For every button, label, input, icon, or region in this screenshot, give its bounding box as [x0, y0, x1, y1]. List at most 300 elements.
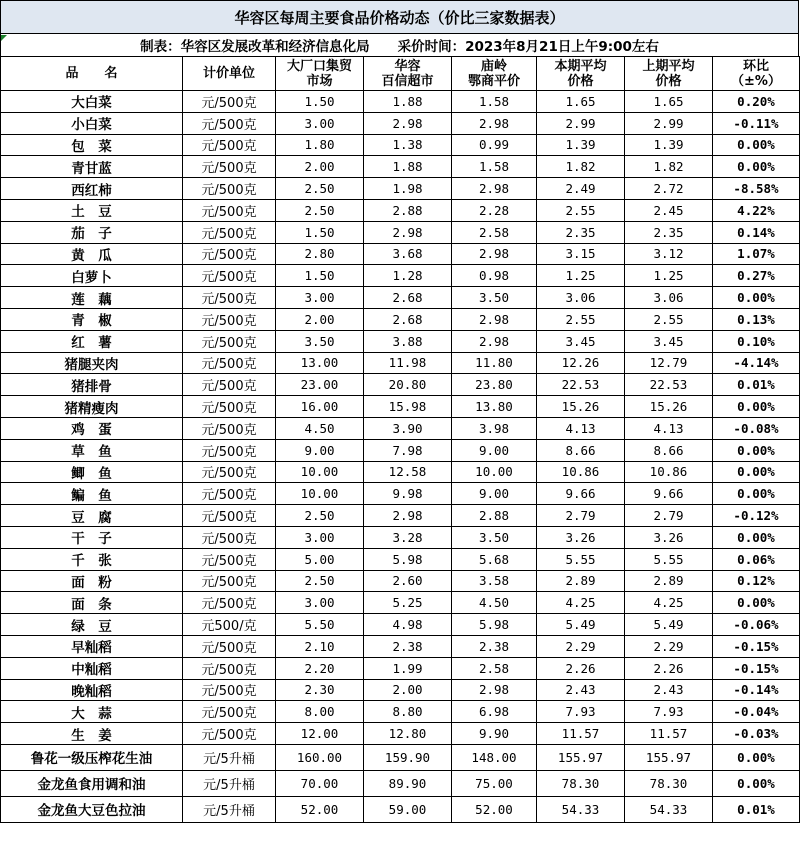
price-market-2: 2.98	[364, 505, 452, 527]
price-market-2: 5.25	[364, 592, 452, 614]
price-previous-avg: 15.26	[625, 396, 713, 418]
table-row	[1, 796, 800, 822]
col-header-market-3: 庙岭 鄂商平价	[452, 57, 537, 91]
price-market-3: 10.00	[452, 461, 537, 483]
price-market-3: 3.58	[452, 570, 537, 592]
ratio-change: 0.00%	[713, 483, 800, 505]
table-subtitle	[0, 34, 799, 56]
table-row	[1, 330, 800, 352]
ratio-change: -0.08%	[713, 417, 800, 439]
price-market-3: 2.98	[452, 679, 537, 701]
price-market-1: 2.50	[276, 178, 364, 200]
price-market-1: 8.00	[276, 701, 364, 723]
item-name: 鲫 鱼	[1, 461, 183, 483]
price-previous-avg: 7.93	[625, 701, 713, 723]
price-unit: 元/500克	[183, 156, 276, 178]
item-name: 面 粉	[1, 570, 183, 592]
item-name: 早籼稻	[1, 635, 183, 657]
item-name: 大白菜	[1, 91, 183, 113]
price-market-1: 2.10	[276, 635, 364, 657]
price-market-3: 9.00	[452, 439, 537, 461]
table-row	[1, 417, 800, 439]
table-row	[1, 592, 800, 614]
price-current-avg: 2.35	[537, 221, 625, 243]
price-market-1: 2.30	[276, 679, 364, 701]
price-unit: 元/500克	[183, 526, 276, 548]
price-market-1: 1.80	[276, 134, 364, 156]
ratio-change: -0.14%	[713, 679, 800, 701]
table-row	[1, 243, 800, 265]
price-market-3: 9.90	[452, 723, 537, 745]
price-unit: 元/500克	[183, 723, 276, 745]
price-current-avg: 3.26	[537, 526, 625, 548]
price-market-1: 5.00	[276, 548, 364, 570]
item-name: 猪排骨	[1, 374, 183, 396]
price-market-2: 12.58	[364, 461, 452, 483]
price-market-3: 2.98	[452, 243, 537, 265]
price-previous-avg: 22.53	[625, 374, 713, 396]
price-current-avg: 155.97	[537, 744, 625, 770]
price-unit: 元/500克	[183, 505, 276, 527]
price-previous-avg: 9.66	[625, 483, 713, 505]
price-unit: 元/500克	[183, 352, 276, 374]
item-name: 绿 豆	[1, 614, 183, 636]
price-market-1: 2.50	[276, 199, 364, 221]
item-name: 青甘蓝	[1, 156, 183, 178]
price-previous-avg: 2.26	[625, 657, 713, 679]
price-current-avg: 1.25	[537, 265, 625, 287]
price-market-1: 13.00	[276, 352, 364, 374]
price-previous-avg: 54.33	[625, 796, 713, 822]
price-market-2: 2.98	[364, 221, 452, 243]
price-unit: 元/500克	[183, 243, 276, 265]
price-current-avg: 2.79	[537, 505, 625, 527]
price-market-2: 1.99	[364, 657, 452, 679]
price-unit: 元/500克	[183, 112, 276, 134]
price-market-2: 12.80	[364, 723, 452, 745]
price-previous-avg: 4.25	[625, 592, 713, 614]
price-current-avg: 7.93	[537, 701, 625, 723]
price-market-3: 75.00	[452, 770, 537, 796]
price-market-1: 2.50	[276, 505, 364, 527]
item-name: 西红柿	[1, 178, 183, 200]
price-market-1: 10.00	[276, 483, 364, 505]
price-current-avg: 2.55	[537, 308, 625, 330]
price-current-avg: 2.89	[537, 570, 625, 592]
item-name: 猪腿夹肉	[1, 352, 183, 374]
price-market-1: 3.00	[276, 526, 364, 548]
price-market-1: 5.50	[276, 614, 364, 636]
price-unit: 元/500克	[183, 91, 276, 113]
price-market-2: 89.90	[364, 770, 452, 796]
item-name: 小白菜	[1, 112, 183, 134]
price-current-avg: 4.25	[537, 592, 625, 614]
price-table	[0, 56, 800, 823]
price-market-2: 15.98	[364, 396, 452, 418]
price-previous-avg: 2.89	[625, 570, 713, 592]
price-previous-avg: 155.97	[625, 744, 713, 770]
table-row	[1, 483, 800, 505]
col-header-current-avg: 本期平均 价格	[537, 57, 625, 91]
item-name: 大 蒜	[1, 701, 183, 723]
price-current-avg: 9.66	[537, 483, 625, 505]
price-market-2: 59.00	[364, 796, 452, 822]
ratio-change: 0.06%	[713, 548, 800, 570]
price-market-3: 5.98	[452, 614, 537, 636]
price-previous-avg: 78.30	[625, 770, 713, 796]
price-market-2: 5.98	[364, 548, 452, 570]
cell-comment-marker	[1, 35, 7, 41]
price-previous-avg: 1.39	[625, 134, 713, 156]
price-market-1: 2.00	[276, 308, 364, 330]
price-current-avg: 2.43	[537, 679, 625, 701]
table-row	[1, 635, 800, 657]
price-market-3: 0.98	[452, 265, 537, 287]
price-current-avg: 11.57	[537, 723, 625, 745]
table-row	[1, 548, 800, 570]
item-name: 生 姜	[1, 723, 183, 745]
ratio-change: 0.00%	[713, 134, 800, 156]
price-unit: 元/500克	[183, 287, 276, 309]
ratio-change: 0.20%	[713, 91, 800, 113]
ratio-change: 4.22%	[713, 199, 800, 221]
price-market-1: 2.80	[276, 243, 364, 265]
price-current-avg: 2.26	[537, 657, 625, 679]
price-market-1: 1.50	[276, 91, 364, 113]
item-name: 草 鱼	[1, 439, 183, 461]
table-row	[1, 439, 800, 461]
price-unit: 元/500克	[183, 265, 276, 287]
price-current-avg: 54.33	[537, 796, 625, 822]
ratio-change: 0.10%	[713, 330, 800, 352]
price-market-3: 148.00	[452, 744, 537, 770]
table-row	[1, 91, 800, 113]
price-market-2: 1.88	[364, 156, 452, 178]
ratio-change: -0.15%	[713, 657, 800, 679]
ratio-change: -0.04%	[713, 701, 800, 723]
col-header-name: 品 名	[1, 57, 183, 91]
price-previous-avg: 3.26	[625, 526, 713, 548]
price-market-3: 52.00	[452, 796, 537, 822]
price-market-1: 3.50	[276, 330, 364, 352]
ratio-change: 0.00%	[713, 526, 800, 548]
price-current-avg: 15.26	[537, 396, 625, 418]
collection-time: 采价时间：2023年8月21日上午9:00左右	[397, 39, 659, 55]
price-market-3: 6.98	[452, 701, 537, 723]
price-market-1: 16.00	[276, 396, 364, 418]
price-market-1: 160.00	[276, 744, 364, 770]
price-market-3: 11.80	[452, 352, 537, 374]
ratio-change: -0.06%	[713, 614, 800, 636]
price-unit: 元/500克	[183, 308, 276, 330]
item-name: 鲁花一级压榨花生油	[1, 744, 183, 770]
price-market-1: 2.00	[276, 156, 364, 178]
price-market-3: 2.58	[452, 657, 537, 679]
item-name: 白萝卜	[1, 265, 183, 287]
price-market-2: 1.28	[364, 265, 452, 287]
price-previous-avg: 3.12	[625, 243, 713, 265]
price-unit: 元/500克	[183, 461, 276, 483]
price-previous-avg: 2.79	[625, 505, 713, 527]
price-current-avg: 1.82	[537, 156, 625, 178]
price-unit: 元/500克	[183, 134, 276, 156]
price-unit: 元/500克	[183, 178, 276, 200]
price-market-2: 2.60	[364, 570, 452, 592]
table-title-text: 华容区每周主要食品价格动态（价比三家数据表）	[234, 8, 565, 27]
ratio-change: -0.03%	[713, 723, 800, 745]
item-name: 猪精瘦肉	[1, 396, 183, 418]
table-row	[1, 352, 800, 374]
price-previous-avg: 1.82	[625, 156, 713, 178]
price-market-1: 70.00	[276, 770, 364, 796]
price-market-3: 0.99	[452, 134, 537, 156]
price-market-3: 9.00	[452, 483, 537, 505]
price-previous-avg: 2.43	[625, 679, 713, 701]
ratio-change: 0.13%	[713, 308, 800, 330]
price-unit: 元/500克	[183, 330, 276, 352]
table-row	[1, 570, 800, 592]
price-previous-avg: 10.86	[625, 461, 713, 483]
ratio-change: 0.01%	[713, 374, 800, 396]
col-header-ratio: 环比 （±%）	[713, 57, 800, 91]
price-market-2: 9.98	[364, 483, 452, 505]
price-current-avg: 1.39	[537, 134, 625, 156]
price-market-2: 2.00	[364, 679, 452, 701]
price-unit: 元/500克	[183, 570, 276, 592]
ratio-change: -8.58%	[713, 178, 800, 200]
price-unit: 元/500克	[183, 592, 276, 614]
ratio-change: 0.12%	[713, 570, 800, 592]
table-row	[1, 770, 800, 796]
price-current-avg: 2.99	[537, 112, 625, 134]
price-current-avg: 1.65	[537, 91, 625, 113]
price-unit: 元500/克	[183, 614, 276, 636]
price-market-2: 8.80	[364, 701, 452, 723]
price-unit: 元/500克	[183, 199, 276, 221]
col-header-previous-avg: 上期平均 价格	[625, 57, 713, 91]
table-row	[1, 614, 800, 636]
price-market-2: 3.28	[364, 526, 452, 548]
price-market-3: 2.98	[452, 330, 537, 352]
ratio-change: -0.15%	[713, 635, 800, 657]
table-row	[1, 156, 800, 178]
price-market-3: 3.50	[452, 526, 537, 548]
price-unit: 元/500克	[183, 374, 276, 396]
price-market-3: 3.50	[452, 287, 537, 309]
price-previous-avg: 2.72	[625, 178, 713, 200]
table-title	[0, 0, 799, 34]
price-previous-avg: 8.66	[625, 439, 713, 461]
price-market-1: 3.00	[276, 112, 364, 134]
price-unit: 元/500克	[183, 417, 276, 439]
price-market-1: 10.00	[276, 461, 364, 483]
table-row	[1, 744, 800, 770]
price-current-avg: 78.30	[537, 770, 625, 796]
price-current-avg: 5.49	[537, 614, 625, 636]
table-row	[1, 134, 800, 156]
price-market-2: 20.80	[364, 374, 452, 396]
item-name: 晚籼稻	[1, 679, 183, 701]
price-current-avg: 10.86	[537, 461, 625, 483]
price-market-2: 2.68	[364, 287, 452, 309]
table-row	[1, 374, 800, 396]
price-previous-avg: 2.35	[625, 221, 713, 243]
price-current-avg: 3.15	[537, 243, 625, 265]
price-market-3: 1.58	[452, 156, 537, 178]
price-market-2: 159.90	[364, 744, 452, 770]
price-previous-avg: 2.99	[625, 112, 713, 134]
price-current-avg: 4.13	[537, 417, 625, 439]
table-row	[1, 657, 800, 679]
ratio-change: 0.00%	[713, 156, 800, 178]
table-row	[1, 178, 800, 200]
header-row	[1, 57, 800, 91]
item-name: 鳊 鱼	[1, 483, 183, 505]
price-market-2: 7.98	[364, 439, 452, 461]
table-row	[1, 723, 800, 745]
table-row	[1, 265, 800, 287]
price-unit: 元/5升桶	[183, 744, 276, 770]
table-row	[1, 308, 800, 330]
price-unit: 元/500克	[183, 701, 276, 723]
price-market-1: 2.50	[276, 570, 364, 592]
price-market-3: 2.88	[452, 505, 537, 527]
ratio-change: 0.00%	[713, 461, 800, 483]
table-row	[1, 461, 800, 483]
price-current-avg: 2.49	[537, 178, 625, 200]
price-market-3: 1.58	[452, 91, 537, 113]
price-market-3: 2.38	[452, 635, 537, 657]
table-row	[1, 396, 800, 418]
item-name: 黄 瓜	[1, 243, 183, 265]
item-name: 包 菜	[1, 134, 183, 156]
item-name: 面 条	[1, 592, 183, 614]
table-row	[1, 505, 800, 527]
price-market-1: 12.00	[276, 723, 364, 745]
price-market-3: 2.98	[452, 308, 537, 330]
price-unit: 元/500克	[183, 635, 276, 657]
price-unit: 元/500克	[183, 483, 276, 505]
price-previous-avg: 2.29	[625, 635, 713, 657]
ratio-change: 0.00%	[713, 396, 800, 418]
price-market-2: 2.68	[364, 308, 452, 330]
price-market-1: 1.50	[276, 265, 364, 287]
price-market-3: 2.98	[452, 112, 537, 134]
price-market-2: 4.98	[364, 614, 452, 636]
maker-label: 制表：华容区发展改革和经济信息化局	[140, 39, 370, 55]
price-unit: 元/500克	[183, 439, 276, 461]
price-market-3: 2.28	[452, 199, 537, 221]
price-market-1: 2.20	[276, 657, 364, 679]
ratio-change: 0.00%	[713, 439, 800, 461]
table-row	[1, 287, 800, 309]
price-previous-avg: 11.57	[625, 723, 713, 745]
item-name: 鸡 蛋	[1, 417, 183, 439]
price-current-avg: 22.53	[537, 374, 625, 396]
price-current-avg: 3.45	[537, 330, 625, 352]
ratio-change: 0.00%	[713, 592, 800, 614]
price-previous-avg: 5.49	[625, 614, 713, 636]
price-previous-avg: 1.65	[625, 91, 713, 113]
price-unit: 元/500克	[183, 657, 276, 679]
price-market-1: 9.00	[276, 439, 364, 461]
ratio-change: 0.14%	[713, 221, 800, 243]
ratio-change: -0.11%	[713, 112, 800, 134]
price-market-2: 11.98	[364, 352, 452, 374]
price-market-1: 52.00	[276, 796, 364, 822]
price-current-avg: 5.55	[537, 548, 625, 570]
price-previous-avg: 3.06	[625, 287, 713, 309]
price-market-2: 3.68	[364, 243, 452, 265]
price-market-3: 5.68	[452, 548, 537, 570]
table-row	[1, 701, 800, 723]
price-market-3: 2.98	[452, 178, 537, 200]
ratio-change: 0.27%	[713, 265, 800, 287]
item-name: 干 子	[1, 526, 183, 548]
price-previous-avg: 12.79	[625, 352, 713, 374]
col-header-unit: 计价单位	[183, 57, 276, 91]
price-market-1: 1.50	[276, 221, 364, 243]
price-current-avg: 8.66	[537, 439, 625, 461]
price-market-3: 13.80	[452, 396, 537, 418]
item-name: 茄 子	[1, 221, 183, 243]
item-name: 土 豆	[1, 199, 183, 221]
price-current-avg: 2.29	[537, 635, 625, 657]
item-name: 青 椒	[1, 308, 183, 330]
price-market-1: 3.00	[276, 287, 364, 309]
price-previous-avg: 2.55	[625, 308, 713, 330]
item-name: 豆 腐	[1, 505, 183, 527]
price-market-2: 3.90	[364, 417, 452, 439]
item-name: 千 张	[1, 548, 183, 570]
price-current-avg: 2.55	[537, 199, 625, 221]
ratio-change: 0.01%	[713, 796, 800, 822]
item-name: 红 薯	[1, 330, 183, 352]
item-name: 金龙鱼食用调和油	[1, 770, 183, 796]
price-previous-avg: 4.13	[625, 417, 713, 439]
ratio-change: -4.14%	[713, 352, 800, 374]
col-header-market-1: 大厂口集贸 市场	[276, 57, 364, 91]
price-unit: 元/500克	[183, 548, 276, 570]
ratio-change: -0.12%	[713, 505, 800, 527]
price-previous-avg: 1.25	[625, 265, 713, 287]
price-market-3: 3.98	[452, 417, 537, 439]
price-current-avg: 12.26	[537, 352, 625, 374]
ratio-change: 1.07%	[713, 243, 800, 265]
price-unit: 元/500克	[183, 221, 276, 243]
price-unit: 元/500克	[183, 679, 276, 701]
ratio-change: 0.00%	[713, 744, 800, 770]
price-market-3: 2.58	[452, 221, 537, 243]
price-previous-avg: 5.55	[625, 548, 713, 570]
price-market-3: 4.50	[452, 592, 537, 614]
price-previous-avg: 3.45	[625, 330, 713, 352]
ratio-change: 0.00%	[713, 770, 800, 796]
ratio-change: 0.00%	[713, 287, 800, 309]
price-market-2: 2.98	[364, 112, 452, 134]
table-row	[1, 526, 800, 548]
col-header-market-2: 华容 百信超市	[364, 57, 452, 91]
item-name: 金龙鱼大豆色拉油	[1, 796, 183, 822]
price-unit: 元/5升桶	[183, 796, 276, 822]
price-market-1: 23.00	[276, 374, 364, 396]
price-market-2: 1.88	[364, 91, 452, 113]
price-current-avg: 3.06	[537, 287, 625, 309]
price-market-2: 2.38	[364, 635, 452, 657]
item-name: 中籼稻	[1, 657, 183, 679]
table-row	[1, 679, 800, 701]
item-name: 莲 藕	[1, 287, 183, 309]
